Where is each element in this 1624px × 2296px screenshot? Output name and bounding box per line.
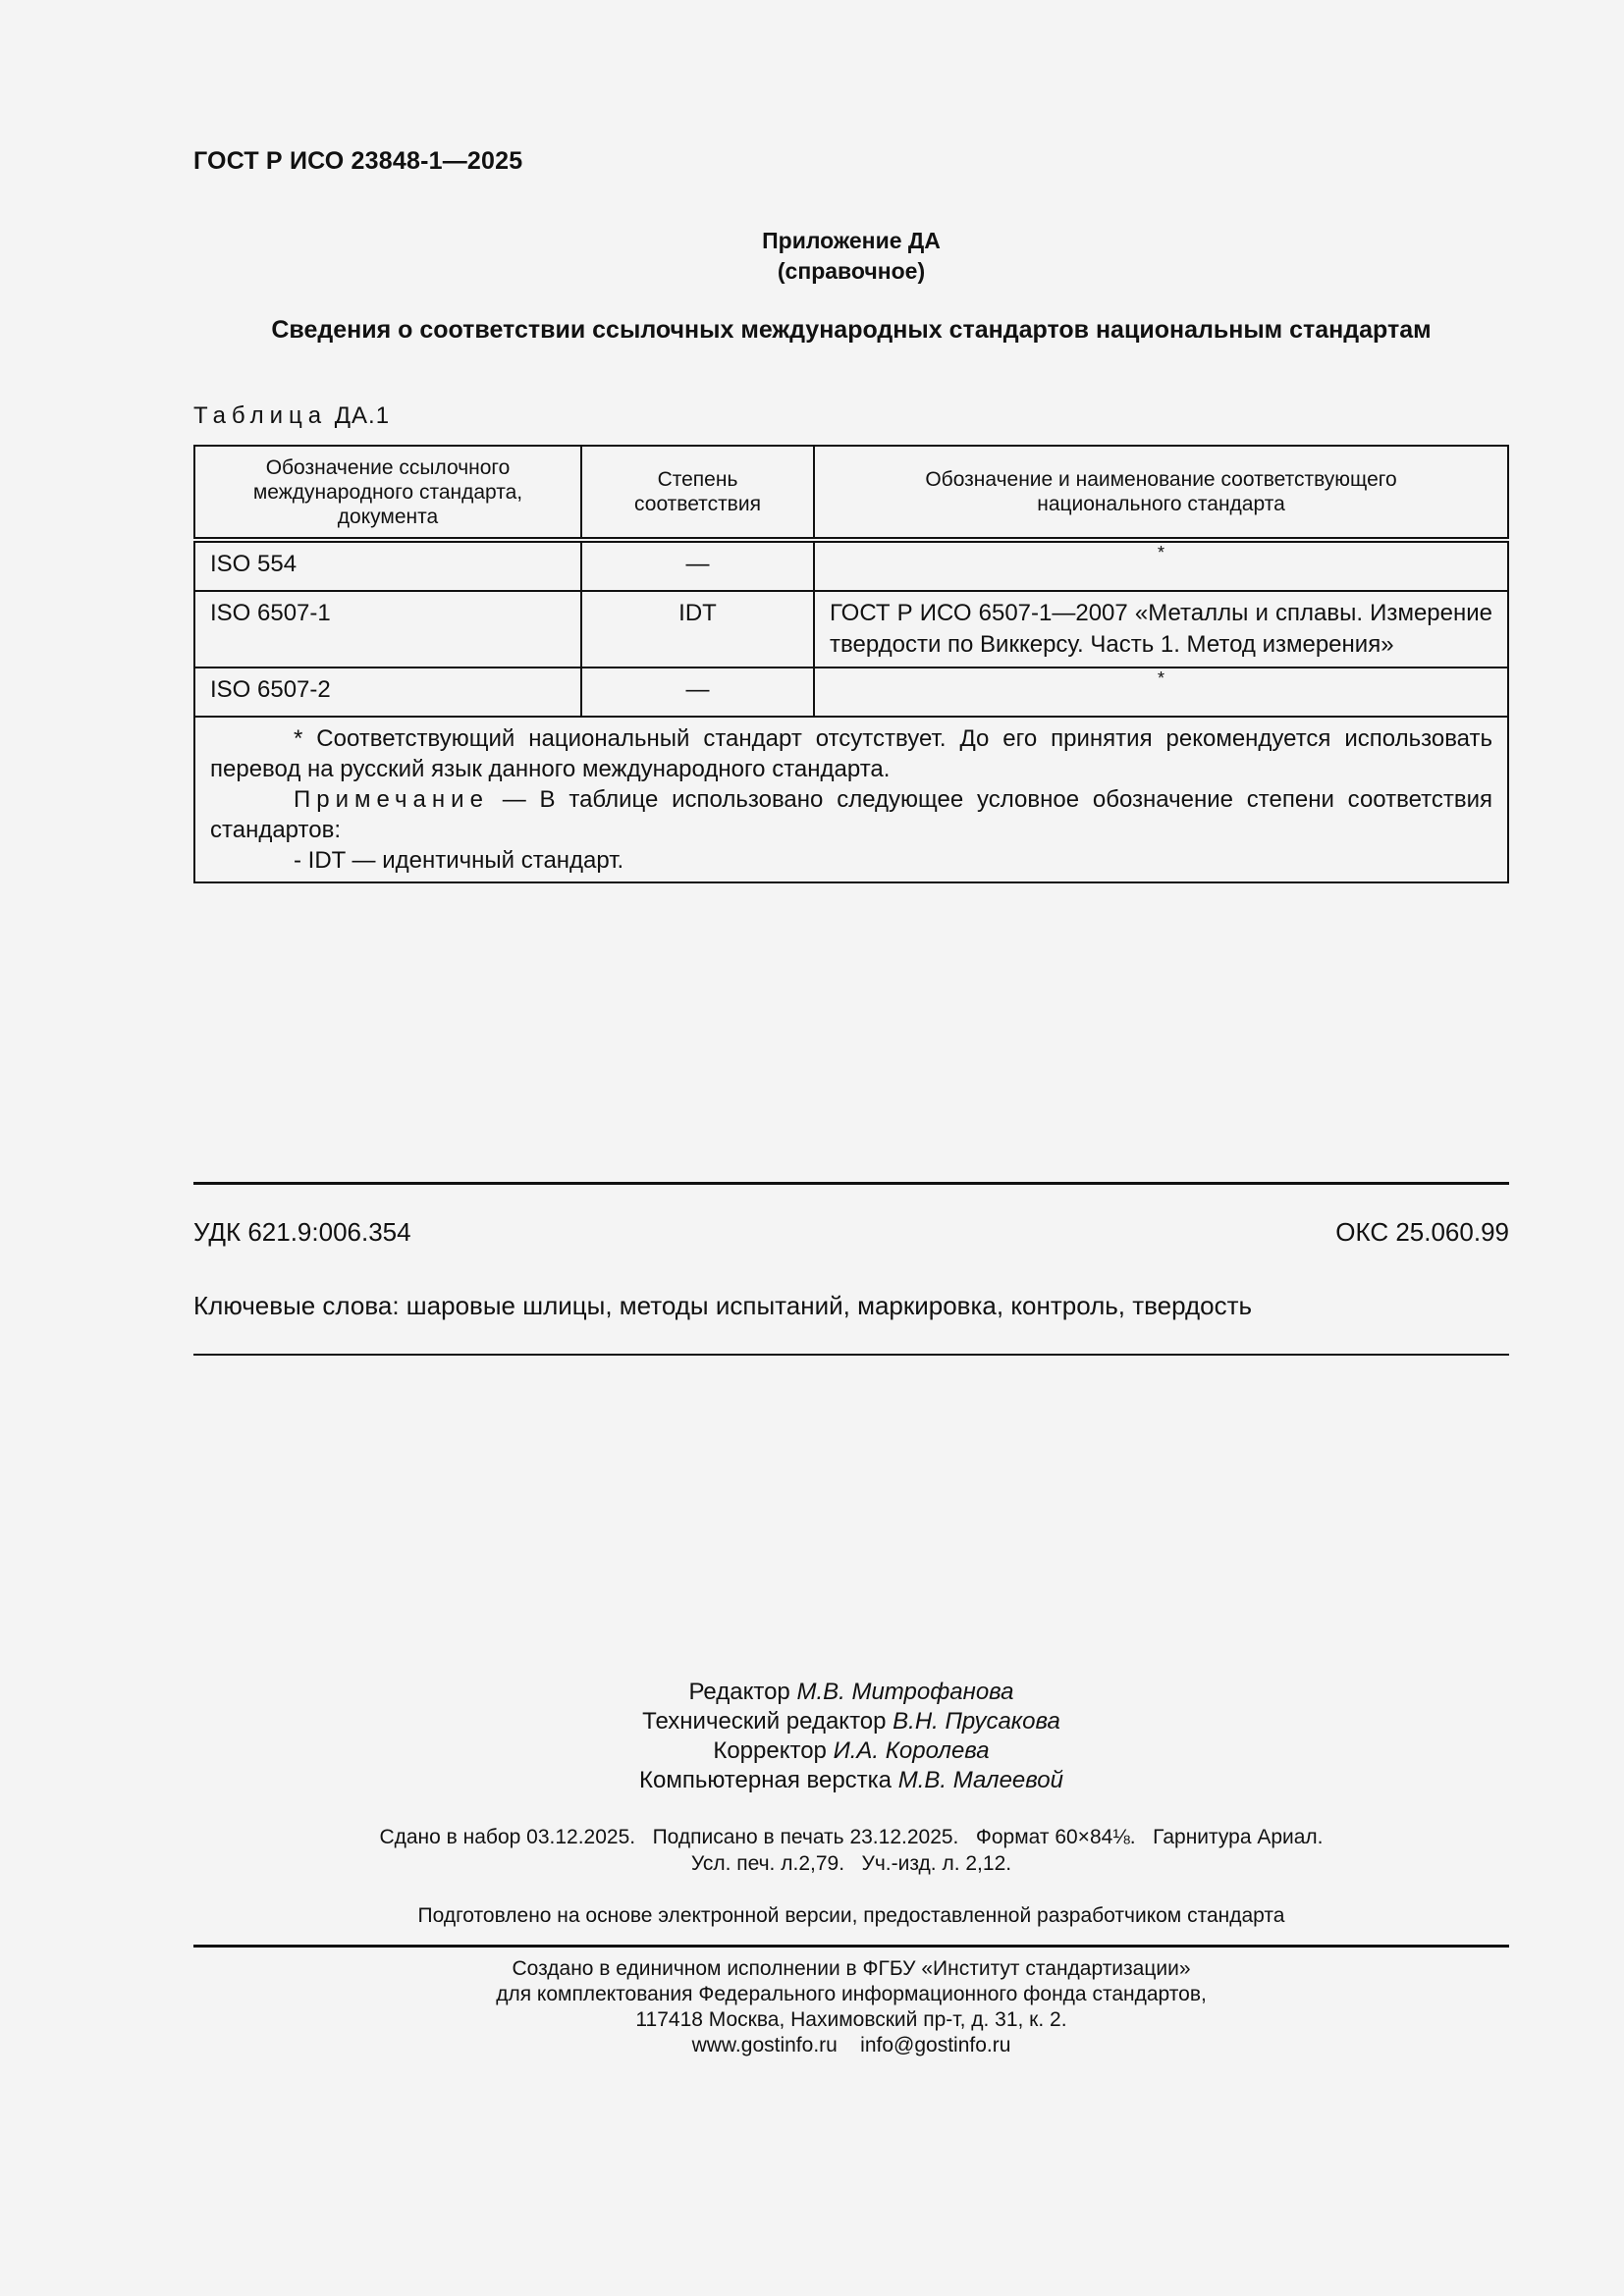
created-links: www.gostinfo.ru info@gostinfo.ru (691, 2034, 1011, 2056)
imprint-line: Усл. печ. л.2,79. Уч.-изд. л. 2,12. (690, 1852, 1012, 1875)
annex-heading: Сведения о соответствии ссылочных международных стандартов национальным стандартам (271, 316, 1432, 344)
cell-national: * (814, 667, 1508, 717)
cell-reference: ISO 6507-1 (194, 591, 581, 667)
created-line: для комплектования Федерального информационного фонда стандартов, (496, 1983, 1207, 2005)
table-caption-word: Таблица (193, 402, 328, 429)
table-row (194, 591, 1508, 667)
credit-name: И.А. Королева (833, 1737, 990, 1764)
cell-national: * (814, 540, 1508, 591)
oks-code: ОКС 25.060.99 (1335, 1217, 1509, 1247)
created-line: 117418 Москва, Нахимовский пр-т, д. 31, к. 2. (635, 2008, 1067, 2031)
note-label: Примечание (294, 786, 489, 813)
credit-name: М.В. Малеевой (897, 1767, 1063, 1793)
udk-code: УДК 621.9:006.354 (193, 1217, 411, 1247)
cell-national: ГОСТ Р ИСО 6507-1—2007 «Металлы и сплавы. Измерение твердости по Виккерсу. Часть 1. Метод измерения» (814, 591, 1508, 667)
credit-tech-editor (193, 1707, 1509, 1736)
cell-reference: ISO 6507-2 (194, 667, 581, 717)
credit-role: Технический редактор (642, 1708, 887, 1735)
imprint-block (193, 1824, 1509, 1877)
annex-title: Приложение ДА (762, 228, 941, 253)
cell-degree: IDT (581, 591, 814, 667)
created-block (193, 1956, 1509, 2058)
note-item: - IDT — идентичный стандарт. (294, 847, 624, 874)
divider-bottom (193, 1945, 1509, 1948)
note-text: — В таблице использовано следующее условное обозначение степени соответствия стандартов: (210, 786, 1492, 843)
keywords: Ключевые слова: шаровые шлицы, методы испытаний, маркировка, контроль, твердость (193, 1291, 1253, 1320)
credit-name: В.Н. Прусакова (893, 1708, 1060, 1735)
column-header-reference: Обозначение ссылочного международного стандарта, документа (194, 446, 581, 540)
imprint-line: Сдано в набор 03.12.2025. Подписано в печать 23.12.2025. Формат 60×84⅛. Гарнитура Ариал. (379, 1826, 1324, 1848)
table-row (194, 667, 1508, 717)
table-caption-number: ДА.1 (334, 402, 391, 429)
table-notes (194, 717, 1508, 882)
table-header-row (194, 446, 1508, 540)
credit-layout (193, 1766, 1509, 1795)
prepared-note: Подготовлено на основе электронной версии, предоставленной разработчиком стандарта (417, 1904, 1285, 1927)
annex-subtitle: (справочное) (777, 258, 926, 284)
column-header-degree: Степень соответствия (581, 446, 814, 540)
divider-keywords (193, 1354, 1509, 1356)
table-footnote: * Соответствующий национальный стандарт отсутствует. До его принятия рекомендуется использовать перевод на русский язык данного международного стандарта. (210, 725, 1492, 782)
table-caption (193, 402, 390, 430)
cell-degree: — (581, 667, 814, 717)
cell-reference: ISO 554 (194, 540, 581, 591)
credit-name: М.В. Митрофанова (796, 1679, 1014, 1705)
cell-degree: — (581, 540, 814, 591)
table-note (210, 784, 1492, 845)
table-notes-row (194, 717, 1508, 882)
annex-title-block (0, 226, 1624, 287)
credit-proofreader (193, 1736, 1509, 1766)
correspondence-table (193, 445, 1509, 883)
credit-role: Редактор (688, 1679, 790, 1705)
credit-editor (193, 1678, 1509, 1707)
table-row (194, 540, 1508, 591)
credits-block (193, 1678, 1509, 1795)
credit-role: Корректор (713, 1737, 827, 1764)
divider-top (193, 1182, 1509, 1185)
column-header-national: Обозначение и наименование соответствующего национального стандарта (814, 446, 1508, 540)
document-code: ГОСТ Р ИСО 23848-1—2025 (193, 147, 523, 175)
created-line: Создано в единичном исполнении в ФГБУ «Институт стандартизации» (512, 1957, 1191, 1980)
credit-role: Компьютерная верстка (639, 1767, 893, 1793)
